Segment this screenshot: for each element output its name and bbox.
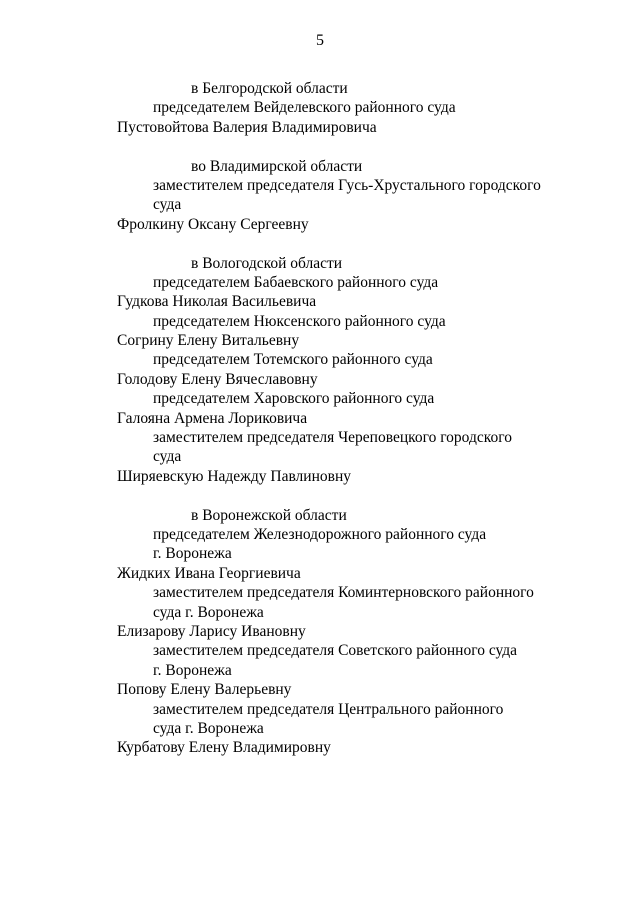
page-number: 5: [316, 32, 324, 49]
region-section: [117, 137, 577, 234]
position-line: заместителем председателя Советского районного суда: [153, 642, 518, 660]
position-line: председателем Бабаевского районного суда: [153, 273, 439, 291]
appointee-name: Гудкова Николая Васильевича: [117, 293, 317, 311]
region-heading: в Вологодской области: [191, 254, 343, 272]
appointee-name: Елизарову Ларису Ивановну: [117, 622, 306, 640]
region-heading: в Белгородской области: [191, 80, 348, 97]
section-spacer: [117, 486, 577, 505]
appointee-name: Фролкину Оксану Сергеевну: [117, 215, 309, 233]
document-body: [117, 79, 577, 758]
appointee-name: Согрину Елену Витальевну: [117, 332, 300, 350]
region-section: [117, 486, 577, 757]
appointee-name: Галояна Армена Лориковича: [117, 409, 308, 427]
position-line: заместителем председателя Гусь-Хрустального городского: [153, 176, 541, 194]
region-heading: во Владимирской области: [191, 157, 363, 175]
position-line: председателем Вейделевского районного суда: [153, 99, 456, 117]
position-line: суда г. Воронежа: [153, 719, 264, 737]
position-line: заместителем председателя Коминтерновского районного: [153, 584, 534, 602]
position-line: председателем Харовского районного суда: [153, 390, 435, 408]
position-line: г. Воронежа: [153, 545, 232, 563]
position-line: председателем Нюксенского районного суда: [153, 312, 446, 330]
appointee-name: Курбатову Елену Владимировну: [117, 739, 331, 757]
section-spacer: [117, 137, 577, 156]
region-section: [117, 234, 577, 486]
position-line: председателем Железнодорожного районного суда: [153, 525, 487, 543]
appointee-name: Пустовойтова Валерия Владимировича: [117, 118, 377, 136]
region-heading: в Воронежской области: [191, 506, 347, 524]
position-line: суда: [153, 196, 182, 214]
position-line: заместителем председателя Центрального районного: [153, 700, 504, 718]
position-line: суда: [153, 448, 182, 466]
appointee-name: Голодову Елену Вячеславовну: [117, 370, 318, 388]
position-line: г. Воронежа: [153, 661, 232, 679]
position-line: заместителем председателя Череповецкого городского: [153, 429, 512, 447]
region-section: [117, 79, 577, 137]
position-line: суда г. Воронежа: [153, 603, 264, 621]
section-spacer: [117, 234, 577, 253]
appointee-name: Ширяевскую Надежду Павлиновну: [117, 467, 351, 485]
position-line: председателем Тотемского районного суда: [153, 351, 433, 369]
appointee-name: Попову Елену Валерьевну: [117, 681, 292, 699]
appointee-name: Жидких Ивана Георгиевича: [117, 564, 301, 582]
